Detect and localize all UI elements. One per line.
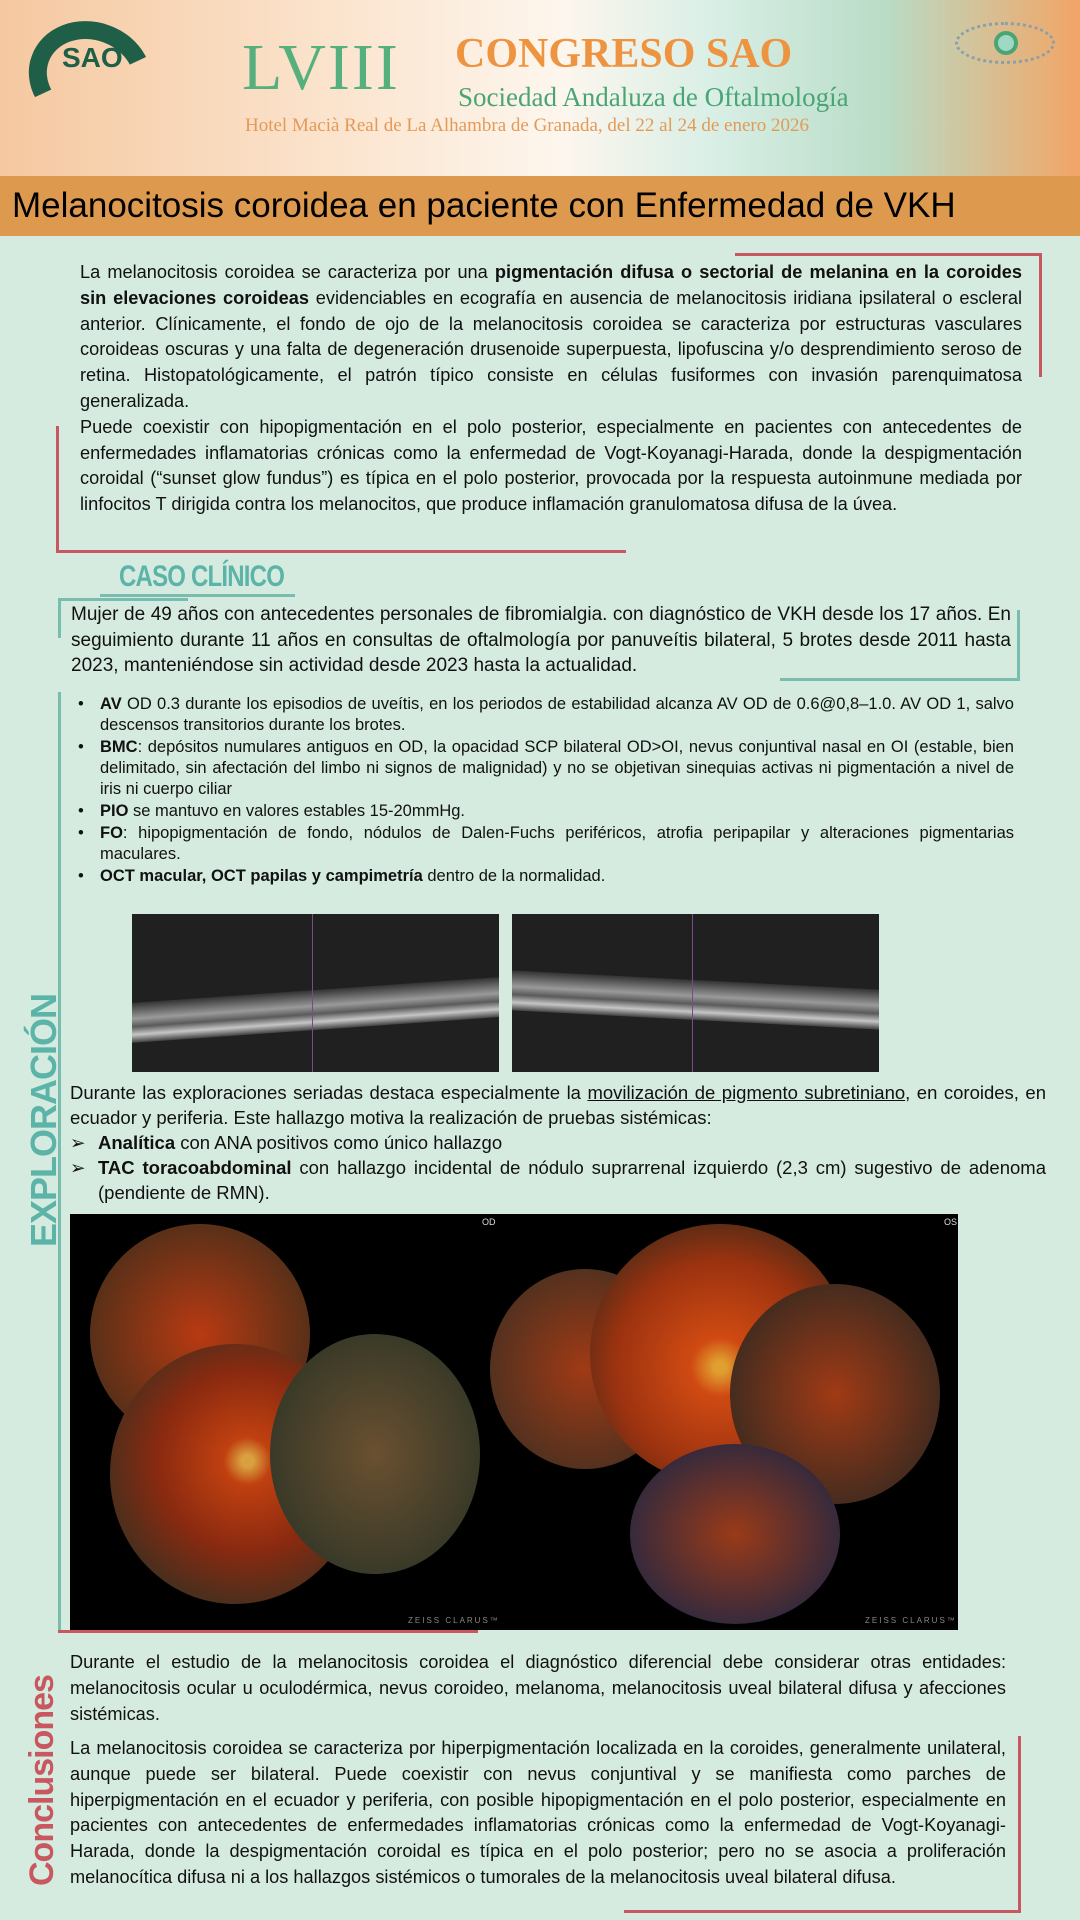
conclusions-label: Conclusiones [23, 1675, 61, 1886]
oct-image-os [512, 914, 879, 1072]
congress-banner [0, 0, 1080, 176]
edition-number: LVIII [242, 31, 400, 104]
bracket-line [1039, 253, 1042, 377]
logo-text: SAO [62, 42, 123, 73]
bracket-line [624, 1910, 1021, 1913]
bracket-line [56, 426, 59, 552]
exploration-text: Durante las exploraciones seriadas destaca especialmente la movilización de pigmento subretiniano, en coroides, en ecuador y periferia. Este hallazgo motiva la realización de pruebas sistémicas: ➢ Analítica con ANA positivos como único hallazgo ➢ TAC toracoabdominal con hallazgo incidental de nódulo suprarrenal izquierdo (2,3 cm) sugestivo de adenoma (pendiente de RMN). [70, 1080, 1046, 1205]
oct-image-od [132, 914, 499, 1072]
od-label: OD [482, 1217, 496, 1227]
bracket-line [56, 550, 626, 553]
device-brand: ZEISS CLARUS™ [865, 1616, 957, 1625]
fundus-photographs [70, 1214, 958, 1630]
highlight-text: movilización de pigmento subretiniano [587, 1082, 906, 1103]
os-label: OS [944, 1217, 958, 1227]
intro-text: La melanocitosis coroidea se caracteriza por una [80, 262, 495, 282]
intro-paragraph-2: Puede coexistir con hipopigmentación en el polo posterior, especialmente en pacientes con antecedentes de enfermedades inflamatorias crónicas como la enfermedad de Vogt-Koyanagi-Harada, donde la despigmentación coroidal (“sunset glow fundus”) es típica en el polo posterior, provocada por la respuesta autoinmune mediada por linfocitos T dirigida contra los melanocitos, que produce inflamación granulomatosa difusa de la úvea. [80, 416, 1022, 515]
conclusion-paragraph-2: La melanocitosis coroidea se caracteriza por hiperpigmentación localizada en la coroides, generalmente unilateral, aunque puede ser bilateral. Puede coexistir con nevus conjuntival y se manifiesta como parches de hiperpigmentación en el ecuador y periferia, con posible hipopigmentación en el polo posterior, especialmente en pacientes con antecedentes de enfermedades inflamatorias crónicas como la enfermedad de Vogt-Koyanagi-Harada, donde la despigmentación coroidal es típica en el polo posterior; pero no se asocia a proliferación melanocítica difusa ni a los hallazgos sistémicos o tumorales de la melanocitosis uveal bilateral difusa. [70, 1738, 1006, 1887]
heading-underline [100, 594, 295, 597]
congress-name: CONGRESO SAO [455, 31, 793, 77]
case-heading: CASO CLÍNICO [119, 560, 285, 593]
venue-dates: Hotel Macià Real de La Alhambra de Granada, del 22 al 24 de enero 2026 [245, 115, 809, 136]
eye-icon [955, 22, 1055, 64]
test-item: ➢ Analítica con ANA positivos como único hallazgo [70, 1130, 1046, 1155]
bracket-line [1018, 1736, 1021, 1912]
finding-item: • FO: hipopigmentación de fondo, nódulos de Dalen-Fuchs periféricos, atrofia peripapilar y alteraciones pigmentarias maculares. [78, 823, 1014, 865]
finding-item: • OCT macular, OCT papilas y campimetría dentro de la normalidad. [78, 866, 1014, 887]
sao-logo [28, 22, 153, 82]
introduction [80, 260, 1022, 518]
device-brand: ZEISS CLARUS™ [408, 1616, 500, 1625]
intro-text: evidenciables en ecografía en ausencia de melanocitosis iridiana ipsilateral o escleral anterior. Clínicamente, el fondo de ojo de la melanocitosis coroidea se caracteriza por estructuras vasculares coroideas oscuras y una falta de degeneración drusenoide superpuesta, lipofuscina y/o desprendimiento seroso de retina. Histopatológicamente, el patrón típico consiste en células fusiformes con invasión parenquimatosa generalizada. [80, 287, 1022, 411]
bracket-line [58, 1630, 478, 1633]
poster-title: Melanocitosis coroidea en paciente con Enfermedad de VKH [0, 176, 1080, 236]
exploration-label: EXPLORACIÓN [23, 993, 64, 1247]
bracket-line [58, 598, 61, 638]
bracket-line [735, 253, 1041, 256]
finding-item: • AV OD 0.3 durante los episodios de uveítis, en los periodos de estabilidad alcanza AV OD de 0.6@0,8–1.0. AV OD 1, salvo descensos transitorios durante los brotes. [78, 694, 1014, 736]
conclusion-paragraph-1: Durante el estudio de la melanocitosis coroidea el diagnóstico diferencial debe considerar otras entidades: melanocitosis ocular u oculodérmica, nevus coroideo, melanoma, melanocitosis uveal bilateral difusa y afecciones sistémicas. [70, 1652, 1006, 1724]
test-item: ➢ TAC toracoabdominal con hallazgo incidental de nódulo suprarrenal izquierdo (2,3 cm) sugestivo de adenoma (pendiente de RMN). [70, 1155, 1046, 1205]
bracket-line [58, 598, 188, 601]
findings-list [78, 694, 1014, 888]
bracket-line [1017, 610, 1020, 680]
society-name: Sociedad Andaluza de Oftalmología [458, 82, 849, 112]
intro-bold: pigmentación difusa o sectorial de melanina en la coroides sin elevaciones coroideas [80, 262, 1022, 308]
finding-item: • PIO se mantuvo en valores estables 15-20mmHg. [78, 801, 1014, 822]
finding-item: • BMC: depósitos numulares antiguos en OD, la opacidad SCP bilateral OD>OI, nevus conjuntival nasal en OI (estable, bien delimitado, sin afectación del limbo ni signos de malignidad) y no se objetivan sinequias activas ni pigmentación a nivel de iris ni cuerpo ciliar [78, 737, 1014, 800]
case-description: Mujer de 49 años con antecedentes personales de fibromialgia. con diagnóstico de VKH desde los 17 años. En seguimiento durante 11 años en consultas de oftalmología por panuveítis bilateral, 5 brotes desde 2011 hasta 2023, manteniéndose sin actividad desde 2023 hasta la actualidad. [71, 604, 1011, 676]
